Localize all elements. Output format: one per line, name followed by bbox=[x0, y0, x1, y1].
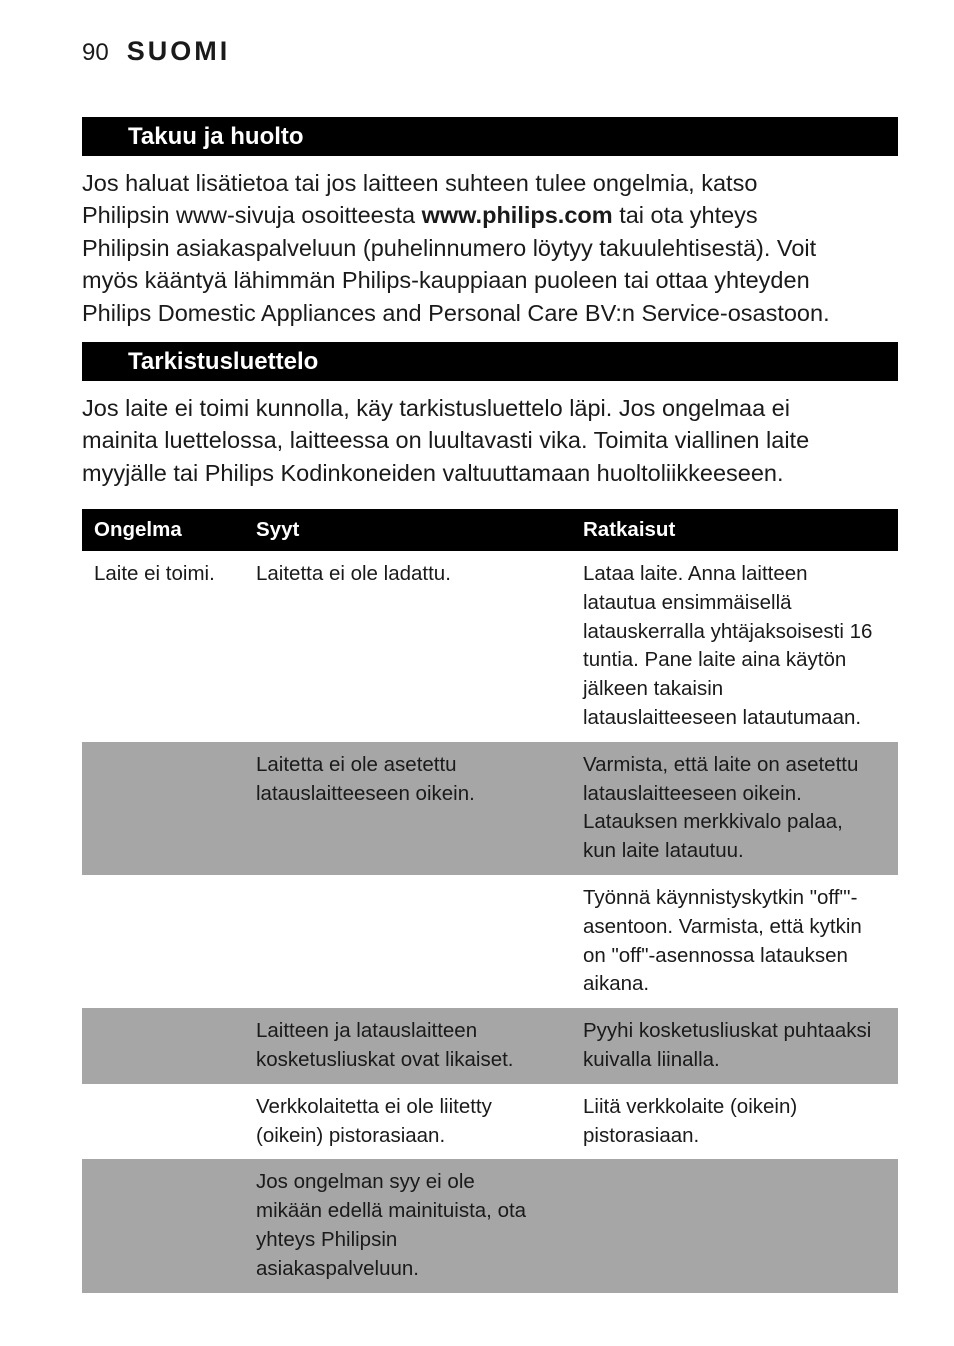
cell-line: latauslaitteeseen latautumaan. bbox=[583, 705, 862, 729]
philips-url-link[interactable]: www.philips.com bbox=[421, 202, 613, 229]
cell-line: yhteys Philipsin bbox=[256, 1227, 398, 1251]
cell-line: Työnnä käynnistyskytkin "off"'- bbox=[583, 885, 858, 909]
cell-line: Laitetta ei ole ladattu. bbox=[256, 562, 451, 585]
cell-line: on "off"-asennossa latauksen bbox=[583, 943, 848, 967]
cell-line: Varmista, että laite on asetettu bbox=[583, 752, 859, 776]
table-row bbox=[82, 1008, 898, 1084]
cell-line: latauslaitteeseen oikein. bbox=[256, 781, 475, 805]
cell-line: asentoon. Varmista, että kytkin bbox=[583, 914, 862, 938]
problem-cell bbox=[82, 742, 244, 875]
problem-cell bbox=[82, 551, 244, 742]
table-row bbox=[82, 1084, 898, 1160]
paragraph-line: myyjälle tai Philips Kodinkoneiden valtuuttamaan huoltoliikkeeseen. bbox=[82, 459, 784, 486]
cell-line: jälkeen takaisin bbox=[583, 677, 724, 701]
problem-cell bbox=[82, 1084, 244, 1160]
cell-line: tuntia. Pane laite aina käytön bbox=[583, 648, 847, 672]
section-heading-checklist: Tarkistusluettelo bbox=[82, 342, 898, 381]
cell-line: pistorasiaan. bbox=[583, 1123, 700, 1147]
cell-line: kun laite latautuu. bbox=[583, 839, 744, 863]
cell-line: Jos ongelman syy ei ole bbox=[256, 1170, 475, 1194]
cause-cell bbox=[244, 551, 571, 742]
page-header bbox=[82, 36, 230, 72]
problem-cell bbox=[82, 1008, 244, 1084]
cause-cell bbox=[244, 1159, 571, 1292]
cause-cell bbox=[244, 1008, 571, 1084]
table-row bbox=[82, 1159, 898, 1292]
paragraph-text: Philipsin www-sivuja osoitteesta bbox=[82, 202, 422, 229]
table-row bbox=[82, 551, 898, 742]
problem-cell bbox=[82, 1159, 244, 1292]
cell-line: Laite ei toimi. bbox=[94, 562, 215, 585]
cell-line: mikään edellä mainituista, ota bbox=[256, 1199, 527, 1223]
solution-cell bbox=[571, 1159, 898, 1292]
paragraph-line: Philips Domestic Appliances and Personal Care BV:n Service-osastoon. bbox=[82, 299, 830, 326]
checklist-paragraph bbox=[82, 392, 898, 489]
paragraph-text: tai ota yhteys bbox=[612, 202, 758, 229]
section-heading-warranty: Takuu ja huolto bbox=[82, 117, 898, 156]
table-row bbox=[82, 875, 898, 1008]
paragraph-line: Jos laite ei toimi kunnolla, käy tarkistusluettelo läpi. Jos ongelmaa ei bbox=[82, 395, 790, 421]
cell-line: latauskerralla yhtäjaksoisesti 16 bbox=[583, 619, 873, 643]
cell-line: Latauksen merkkivalo palaa, bbox=[583, 810, 843, 834]
solution-cell bbox=[571, 875, 898, 1008]
paragraph-line: myös kääntyä lähimmän Philips-kauppiaan puoleen tai ottaa yhteyden bbox=[82, 267, 810, 294]
column-header-solutions: Ratkaisut bbox=[571, 509, 898, 551]
page-language-title: SUOMI bbox=[126, 36, 231, 66]
cause-cell bbox=[244, 742, 571, 875]
page-number: 90 bbox=[82, 39, 109, 66]
cell-line: kuivalla liinalla. bbox=[583, 1047, 720, 1071]
column-header-causes: Syyt bbox=[244, 509, 571, 551]
solution-cell bbox=[571, 551, 898, 742]
solution-cell bbox=[571, 742, 898, 875]
paragraph-line bbox=[82, 199, 898, 231]
cell-line: latauslaitteeseen oikein. bbox=[583, 781, 802, 805]
paragraph-line: mainita luettelossa, laitteessa on luultavasti vika. Toimita viallinen laite bbox=[82, 427, 810, 454]
cause-cell bbox=[244, 875, 571, 1008]
cell-line: kosketusliuskat ovat likaiset. bbox=[256, 1047, 514, 1071]
column-header-problem: Ongelma bbox=[82, 509, 244, 551]
cell-line: Laitteen ja latauslaitteen bbox=[256, 1019, 478, 1043]
solution-cell bbox=[571, 1084, 898, 1160]
cell-line: Lataa laite. Anna laitteen bbox=[583, 562, 808, 585]
cell-line: Liitä verkkolaite (oikein) bbox=[583, 1094, 798, 1118]
cause-cell bbox=[244, 1084, 571, 1160]
cell-line: Pyyhi kosketusliuskat puhtaaksi bbox=[583, 1019, 872, 1043]
paragraph-line: Philipsin asiakaspalveluun (puhelinnumero löytyy takuulehtisestä). Voit bbox=[82, 234, 817, 261]
table-row bbox=[82, 742, 898, 875]
cell-line: Verkkolaitetta ei ole liitetty bbox=[256, 1094, 492, 1118]
paragraph-line: Jos haluat lisätietoa tai jos laitteen suhteen tulee ongelmia, katso bbox=[82, 170, 758, 196]
problem-cell bbox=[82, 875, 244, 1008]
solution-cell bbox=[571, 1008, 898, 1084]
cell-line: latautua ensimmäisellä bbox=[583, 590, 792, 614]
cell-line: Laitetta ei ole asetettu bbox=[256, 752, 457, 776]
table-header-row bbox=[82, 509, 898, 551]
warranty-paragraph bbox=[82, 167, 898, 329]
cell-line: asiakaspalveluun. bbox=[256, 1256, 419, 1280]
cell-line: (oikein) pistorasiaan. bbox=[256, 1123, 446, 1147]
troubleshooting-table bbox=[82, 509, 898, 1293]
cell-line: aikana. bbox=[583, 972, 650, 996]
